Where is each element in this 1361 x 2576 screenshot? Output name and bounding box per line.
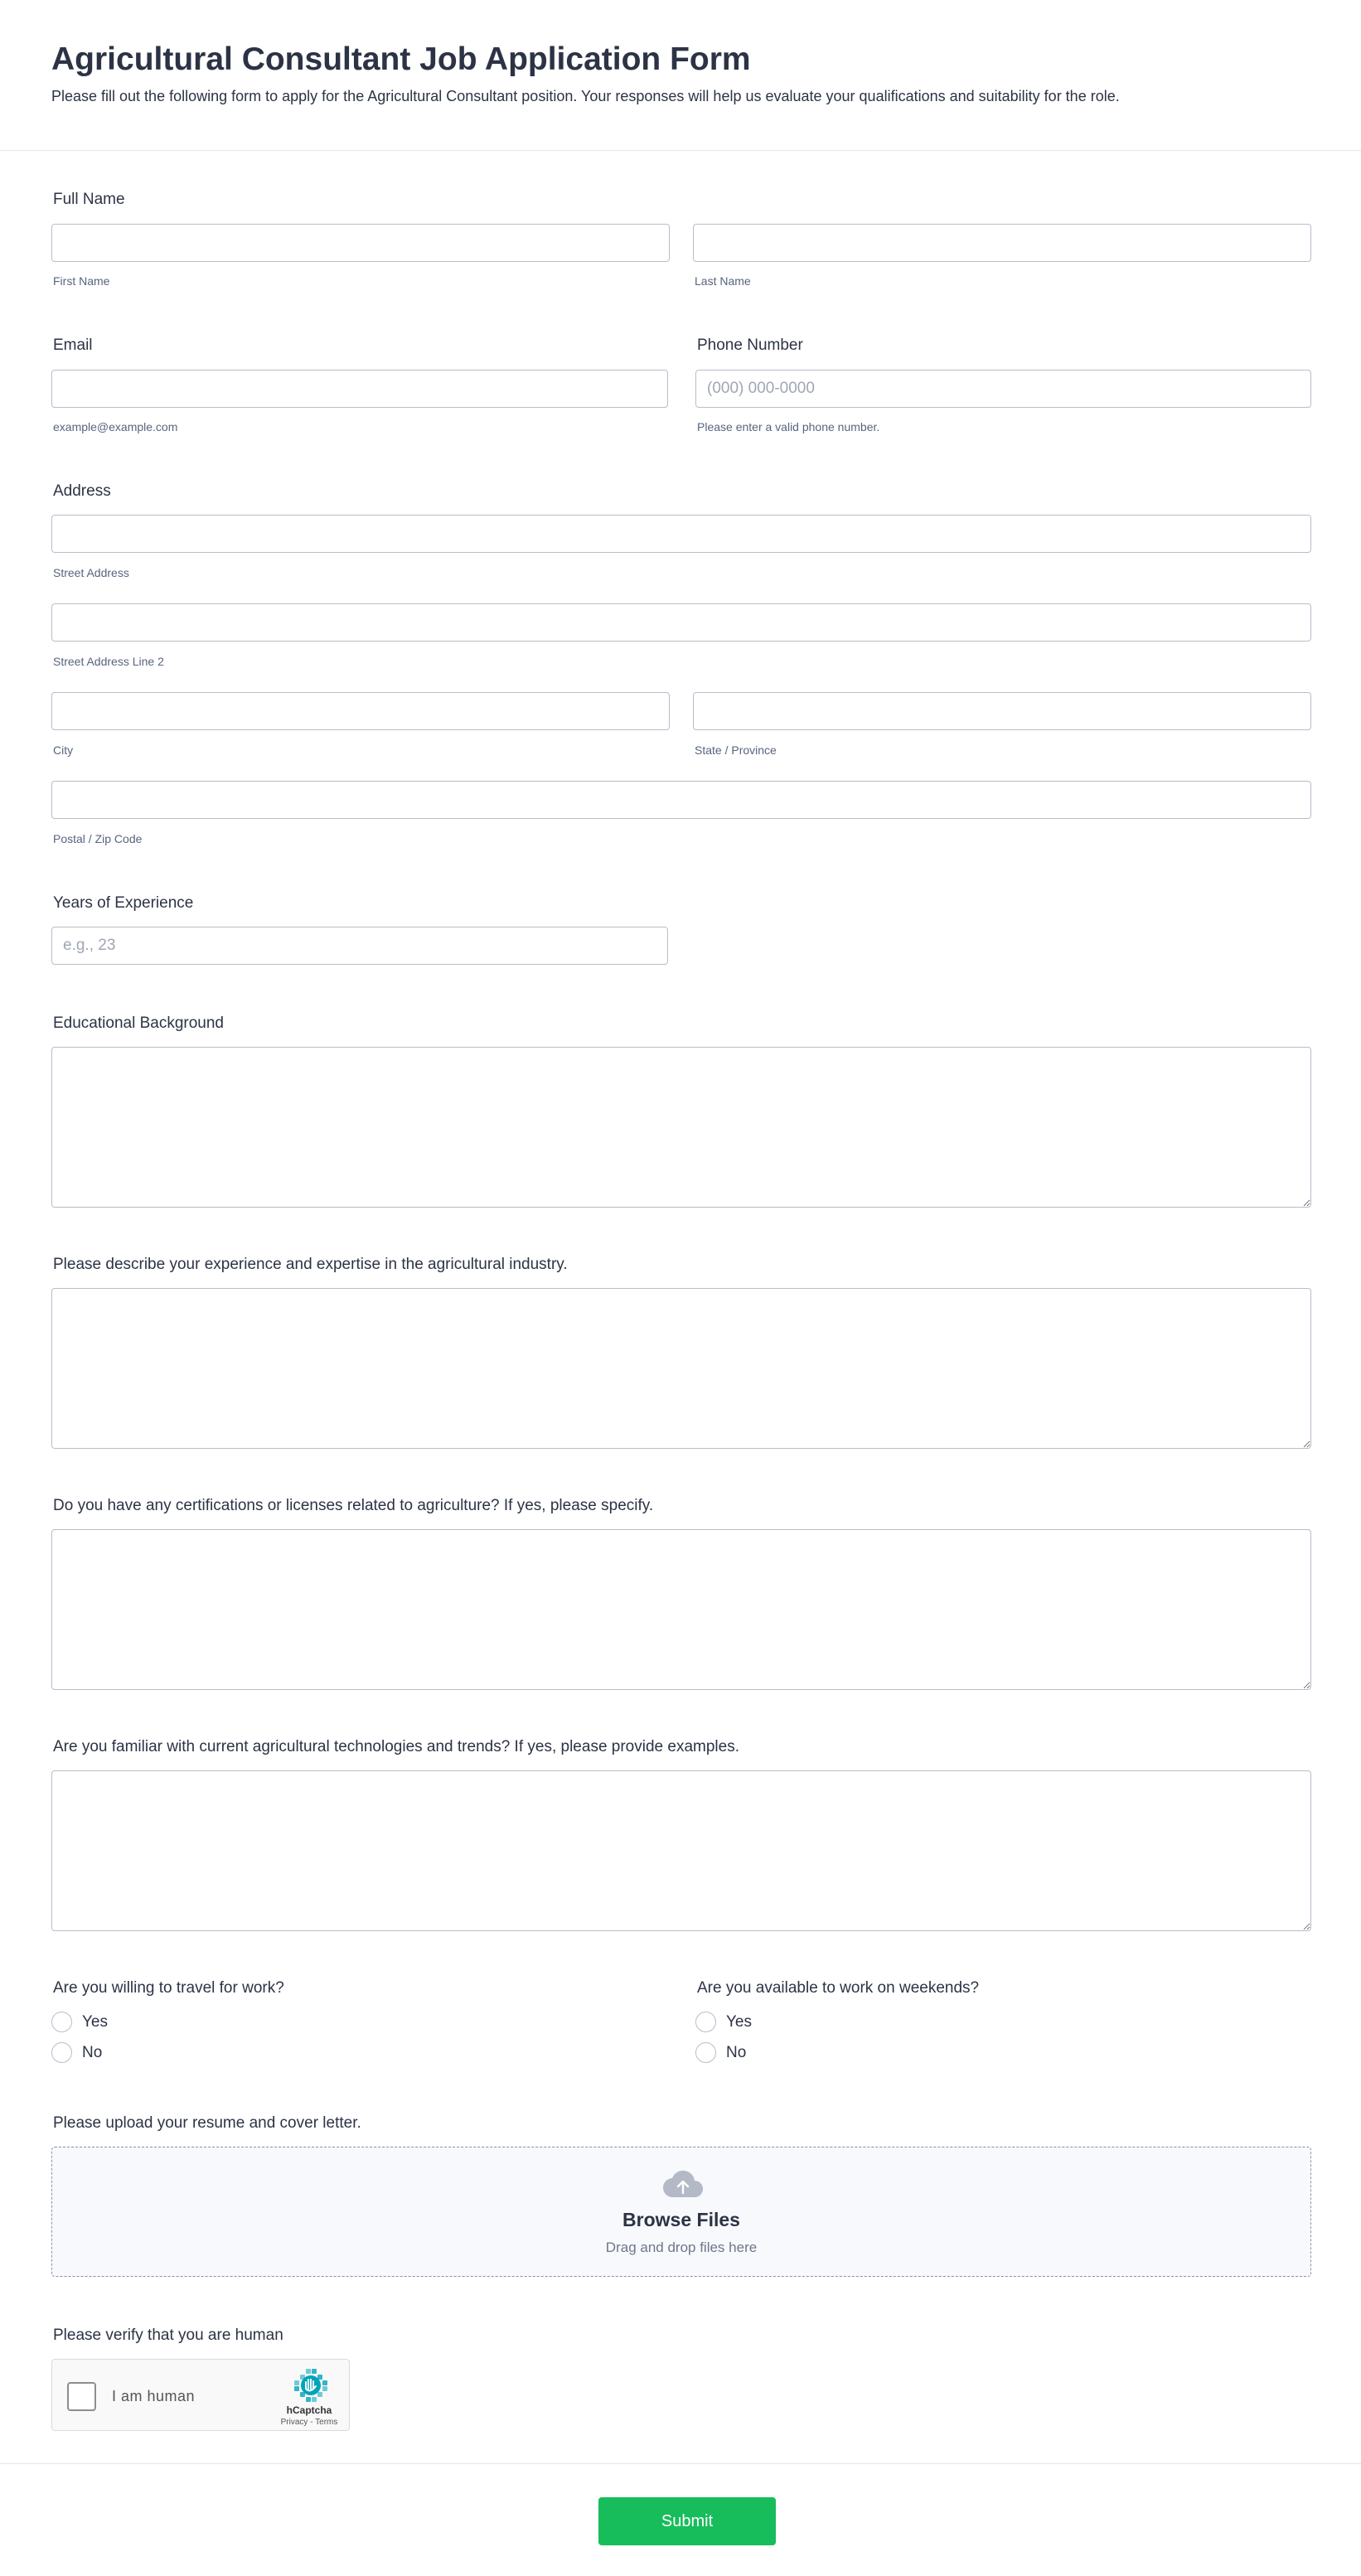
form-footer [0,2463,1361,2576]
address-label: Address [53,482,111,500]
email-sublabel: example@example.com [53,420,178,433]
phone-input[interactable] [695,370,1311,408]
city-sublabel: City [53,743,74,757]
expertise-textarea[interactable] [51,1288,1311,1449]
radio-circle[interactable] [695,2012,716,2032]
drag-drop-hint: Drag and drop files here [605,2239,758,2255]
hcaptcha-logo-icon [293,2368,328,2403]
education-label: Educational Background [53,1014,224,1032]
street-address-sublabel: Street Address [53,566,129,579]
weekends-option-no[interactable] [695,2042,746,2063]
state-sublabel: State / Province [695,743,777,757]
browse-files-button[interactable]: Browse Files [622,2209,740,2230]
first-name-input[interactable] [51,224,670,262]
radio-label: No [82,2043,103,2061]
radio-circle[interactable] [695,2042,716,2063]
radio-label: Yes [726,2012,752,2031]
upload-label: Please upload your resume and cover letter. [53,2114,361,2132]
full-name-label: Full Name [53,191,125,208]
certifications-label: Do you have any certifications or licenses related to agriculture? If yes, please specify. [53,1497,654,1514]
zip-sublabel: Postal / Zip Code [53,832,143,845]
expertise-label: Please describe your experience and expertise in the agricultural industry. [53,1256,568,1273]
form-header [0,0,1361,151]
email-input[interactable] [51,370,668,408]
radio-circle[interactable] [51,2042,72,2063]
street-address-line2-sublabel: Street Address Line 2 [53,655,164,668]
first-name-sublabel: First Name [53,274,110,288]
travel-option-no[interactable] [51,2042,102,2063]
phone-sublabel: Please enter a valid phone number. [697,420,880,433]
technologies-textarea[interactable] [51,1770,1311,1931]
file-upload-dropzone[interactable] [51,2147,1311,2277]
captcha-checkbox-text: I am human [112,2388,196,2404]
email-label: Email [53,337,93,354]
certifications-textarea[interactable] [51,1529,1311,1690]
form-description: Please fill out the following form to apply for the Agricultural Consultant position. Your responses will help us evaluate your qualifications and suitability for the role. [51,88,1120,104]
travel-option-yes[interactable] [51,2012,108,2032]
radio-label: No [726,2043,747,2061]
last-name-sublabel: Last Name [695,274,751,288]
street-address-input[interactable] [51,515,1311,553]
street-address-line2-input[interactable] [51,603,1311,642]
zip-input[interactable] [51,781,1311,819]
phone-label: Phone Number [697,337,803,354]
radio-circle[interactable] [51,2012,72,2032]
last-name-input[interactable] [693,224,1311,262]
travel-label: Are you willing to travel for work? [53,1979,284,1997]
captcha-checkbox[interactable] [67,2382,96,2411]
cloud-upload-icon [662,2169,704,2199]
city-input[interactable] [51,692,670,730]
submit-button[interactable]: Submit [598,2497,776,2545]
experience-years-input[interactable] [51,927,668,965]
captcha-label: Please verify that you are human [53,2327,283,2344]
weekends-option-yes[interactable] [695,2012,752,2032]
hcaptcha-widget [51,2359,350,2431]
technologies-label: Are you familiar with current agricultural technologies and trends? If yes, please provide examples. [53,1738,739,1755]
radio-label: Yes [82,2012,108,2031]
form-title: Agricultural Consultant Job Application Form [51,41,751,77]
hcaptcha-privacy-terms-link[interactable]: Privacy - Terms [280,2418,338,2427]
experience-years-label: Years of Experience [53,894,194,912]
state-input[interactable] [693,692,1311,730]
weekends-label: Are you available to work on weekends? [697,1979,980,1997]
education-textarea[interactable] [51,1047,1311,1208]
hcaptcha-brand: hCaptcha [286,2404,332,2416]
